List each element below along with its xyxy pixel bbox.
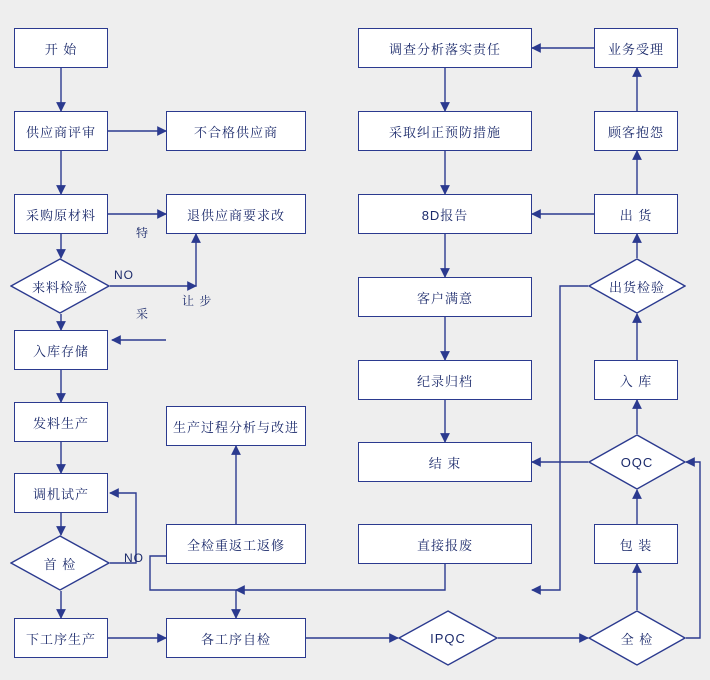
node-full-inspection[interactable] bbox=[588, 610, 686, 666]
node-return-to-supplier[interactable]: 退供应商要求改 bbox=[166, 194, 306, 234]
node-corrective-preventive-action[interactable]: 采取纠正预防措施 bbox=[358, 111, 532, 151]
node-warehouse-storage[interactable]: 入库存储 bbox=[14, 330, 108, 370]
node-process-self-check[interactable]: 各工序自检 bbox=[166, 618, 306, 658]
node-first-inspection[interactable] bbox=[10, 535, 110, 591]
node-shipment[interactable]: 出 货 bbox=[594, 194, 678, 234]
node-label: 首 检 bbox=[43, 556, 77, 572]
node-business-acceptance[interactable]: 业务受理 bbox=[594, 28, 678, 68]
node-8d-report[interactable]: 8D报告 bbox=[358, 194, 532, 234]
node-label: 来料检验 bbox=[31, 279, 88, 295]
edge-label-accept: 采 bbox=[136, 307, 150, 321]
node-customer-satisfied[interactable]: 客户满意 bbox=[358, 277, 532, 317]
node-supplier-review[interactable]: 供应商评审 bbox=[14, 111, 108, 151]
edge-label-special: 特 bbox=[136, 226, 150, 240]
edge-label-no-first-inspection: NO bbox=[124, 551, 144, 565]
node-direct-scrap[interactable]: 直接报废 bbox=[358, 524, 532, 564]
edge-label-no-incoming: NO bbox=[114, 268, 134, 282]
node-customer-complaint[interactable]: 顾客抱怨 bbox=[594, 111, 678, 151]
node-label: 出货检验 bbox=[608, 279, 665, 295]
node-label: OQC bbox=[620, 454, 654, 470]
node-trial-run[interactable]: 调机试产 bbox=[14, 473, 108, 513]
node-shipping-inspection[interactable] bbox=[588, 258, 686, 314]
node-packaging[interactable]: 包 装 bbox=[594, 524, 678, 564]
node-inbound-warehouse[interactable]: 入 库 bbox=[594, 360, 678, 400]
node-issue-material[interactable]: 发料生产 bbox=[14, 402, 108, 442]
node-process-analysis-improvement[interactable]: 生产过程分析与改进 bbox=[166, 406, 306, 446]
node-next-process[interactable]: 下工序生产 bbox=[14, 618, 108, 658]
node-full-inspection-rework[interactable]: 全检重返工返修 bbox=[166, 524, 306, 564]
node-ipqc[interactable] bbox=[398, 610, 498, 666]
node-incoming-inspection[interactable] bbox=[10, 258, 110, 314]
node-label: 全 检 bbox=[620, 631, 654, 647]
node-investigate-responsibility[interactable]: 调查分析落实责任 bbox=[358, 28, 532, 68]
edge-label-concession: 让 步 bbox=[182, 294, 213, 308]
node-end[interactable]: 结 束 bbox=[358, 442, 532, 482]
node-label: IPQC bbox=[430, 630, 466, 646]
node-unqualified-supplier[interactable]: 不合格供应商 bbox=[166, 111, 306, 151]
node-purchase-material[interactable]: 采购原材料 bbox=[14, 194, 108, 234]
node-oqc[interactable] bbox=[588, 434, 686, 490]
node-record-archive[interactable]: 纪录归档 bbox=[358, 360, 532, 400]
node-start[interactable]: 开 始 bbox=[14, 28, 108, 68]
